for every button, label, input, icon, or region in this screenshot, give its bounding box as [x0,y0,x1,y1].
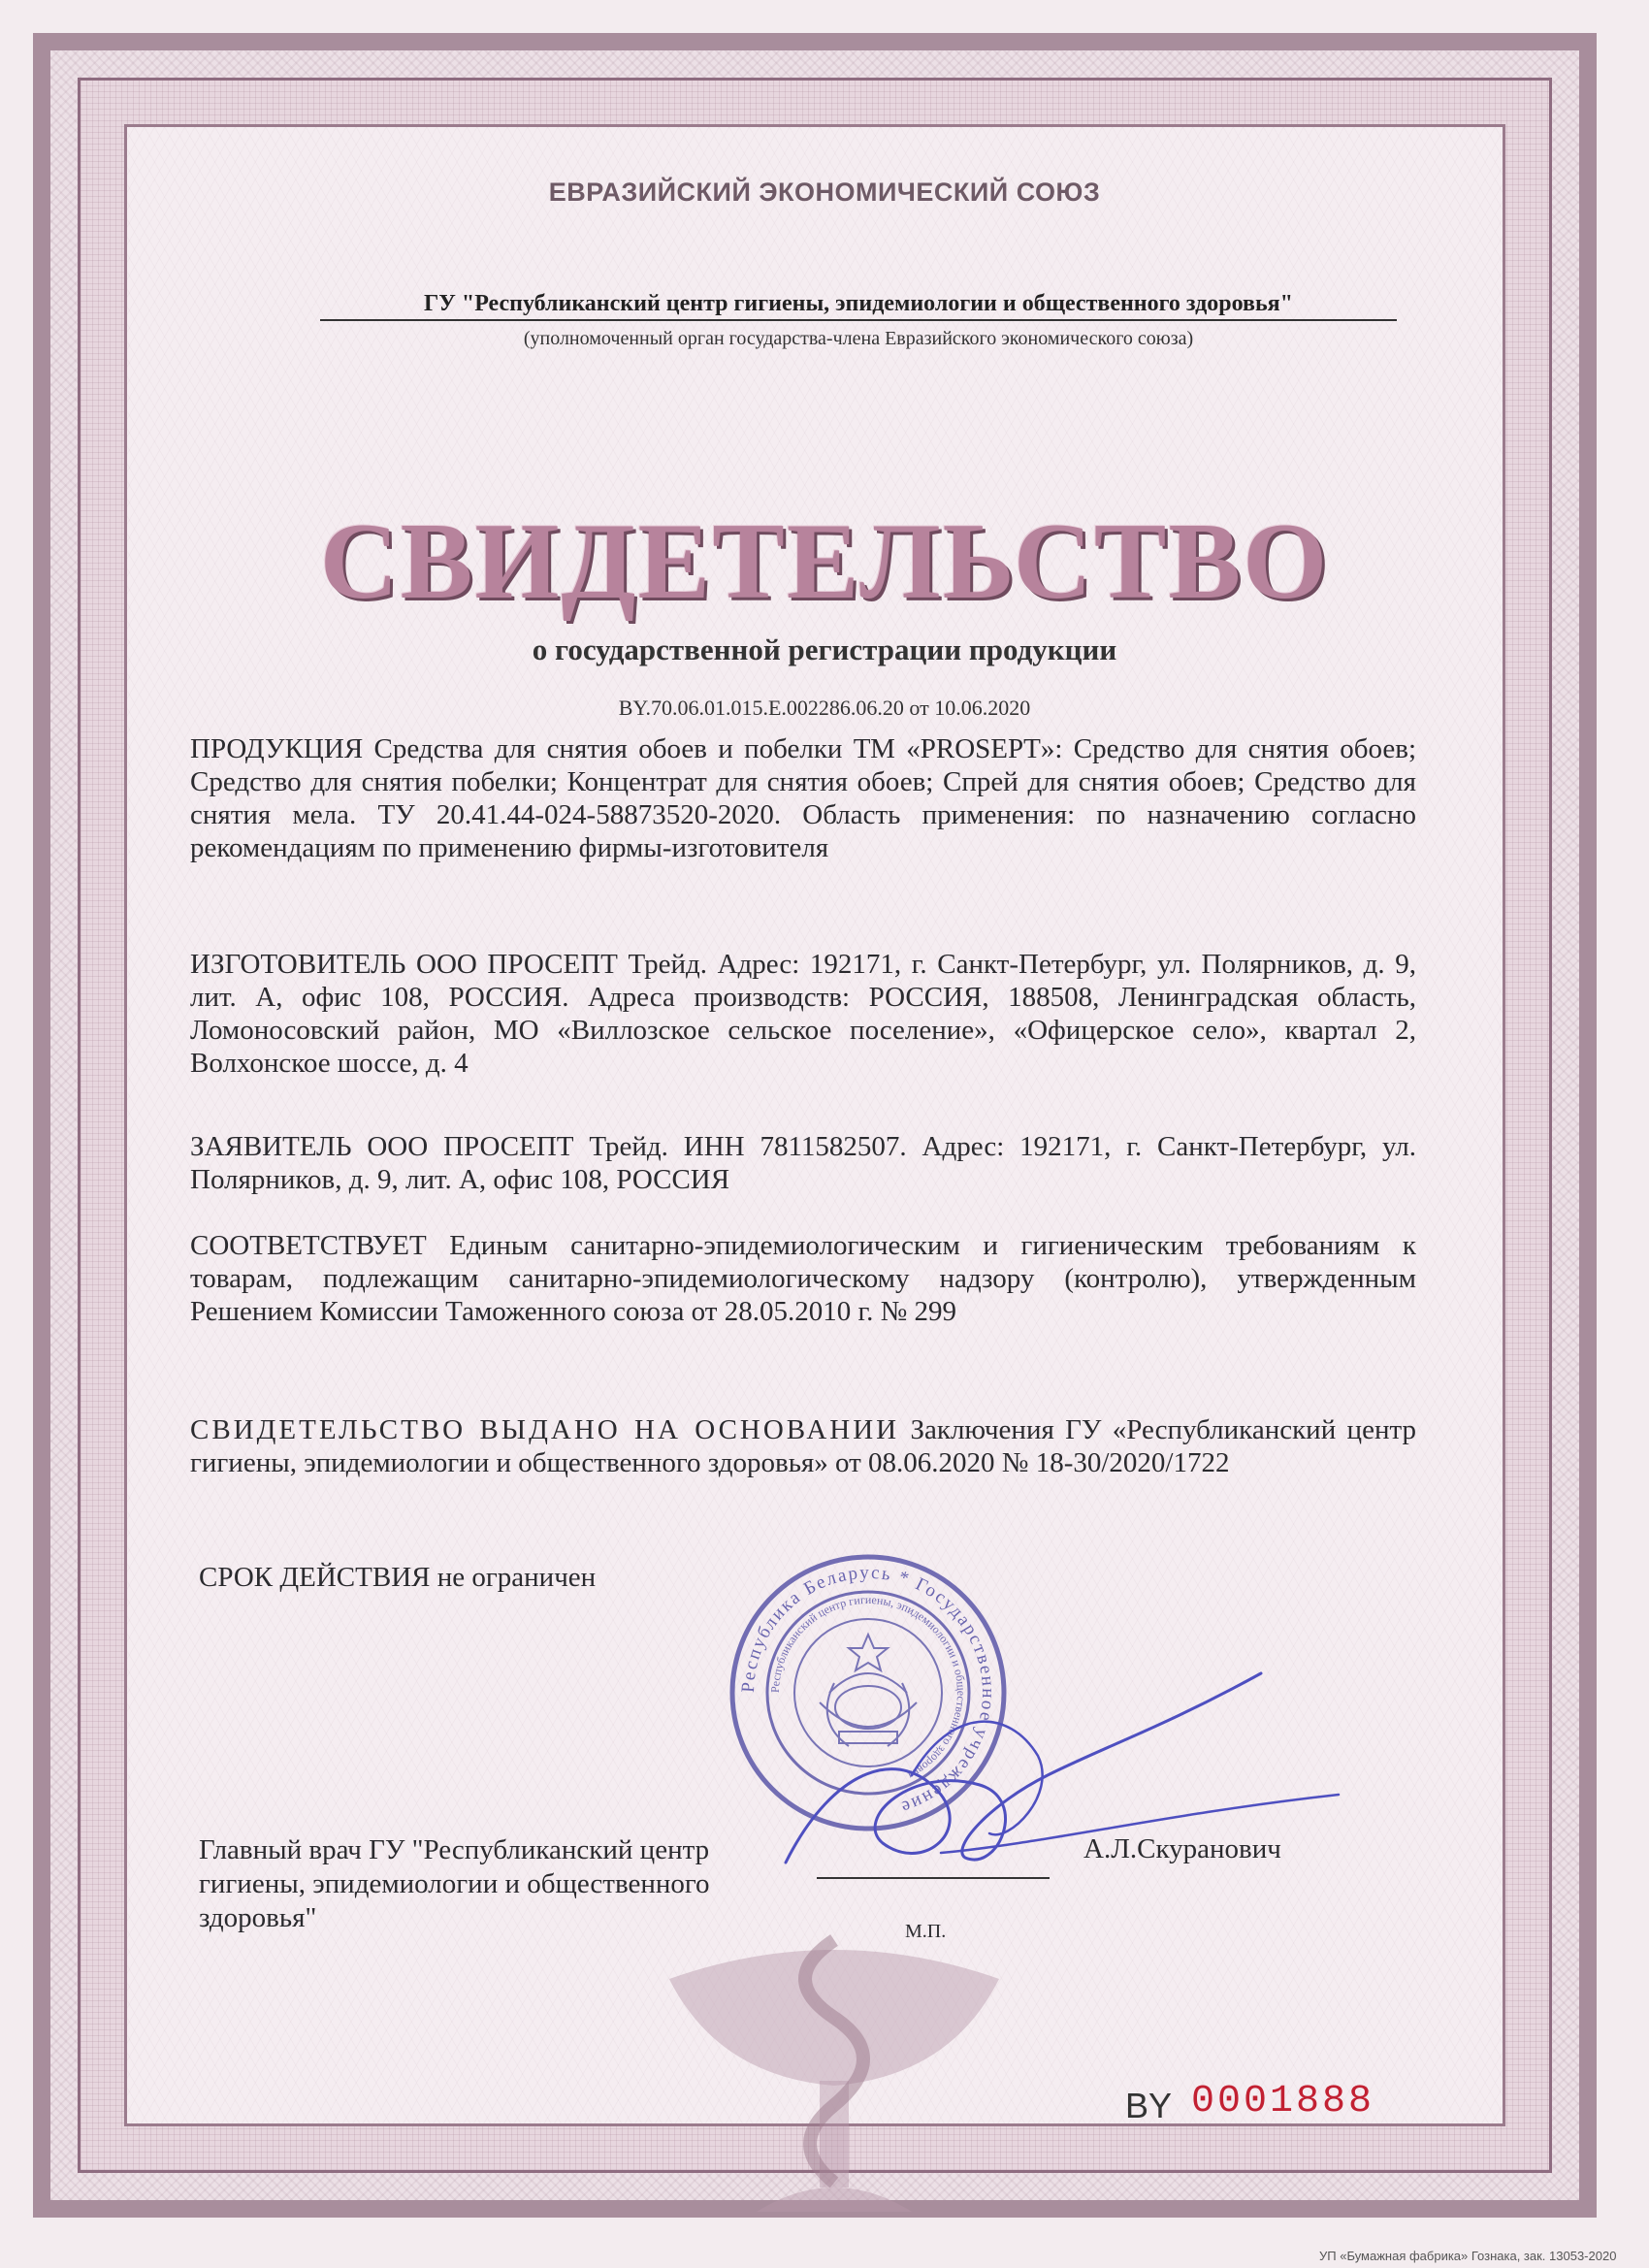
bowl-of-hygieia-watermark [630,1921,1038,2241]
issuing-organization: ГУ "Республиканский центр гигиены, эпидемиологии и общественного здоровья" [320,291,1397,321]
stamp-place-mark: М.П. [905,1921,947,1942]
basis-text: Заключения ГУ «Республиканский центр гигиены, эпидемиологии и общественного здоровья» от 08.06.2020 № 18-30/2020/1722 [190,1414,1416,1478]
form-serial-number: 0001888 [1191,2080,1375,2123]
signatory-name: А.Л.Скуранович [1083,1833,1281,1864]
validity-text: не ограничен [436,1562,597,1593]
form-series: BY [1125,2086,1173,2125]
signatory-position: Главный врач ГУ "Республиканский центр гигиены, эпидемиологии и общественного здоровья" [199,1834,710,1933]
applicant-section [190,1130,1416,1196]
manufacturer-label: ИЗГОТОВИТЕЛЬ [190,949,406,980]
manufacturer-text: ООО ПРОСЕПТ Трейд. Адрес: 192171, г. Санкт-Петербург, ул. Полярников, д. 9, лит. А, офис 108, РОССИЯ. Адреса производств: РОССИЯ, 188508, Ленинградская область, Ломоносовский район, МО «Виллозское сельское поселение», «Офицерское село», квартал 2, Волхонское шоссе, д. 4 [190,949,1416,1079]
compliance-label: СООТВЕТСТВУЕТ [190,1230,427,1261]
validity-label: СРОК ДЕЙСТВИЯ [199,1562,431,1593]
printer-imprint: УП «Бумажная фабрика» Гознака, зак. 13053-2020 [1319,2249,1617,2263]
product-text: Средства для снятия обоев и побелки ТМ «PROSEPT»: Средство для снятия обоев; Средство для снятия побелки; Концентрат для снятия обоев; Спрей для снятия обоев; Средство для снятия мела. ТУ 20.41.44-024-58873520-2020. Область применения: по назначению согласно рекомендациям по применению фирмы-изготовителя [190,733,1417,863]
organization-note: (уполномоченный орган государства-члена Евразийского экономического союза) [523,328,1194,349]
handwritten-signature [757,1649,1377,1901]
product-section [190,732,1416,864]
basis-section [190,1413,1416,1479]
product-label: ПРОДУКЦИЯ [190,733,364,764]
union-title: ЕВРАЗИЙСКИЙ ЭКОНОМИЧЕСКИЙ СОЮЗ [548,178,1101,207]
certificate-subtitle: о государственной регистрации продукции [532,632,1117,666]
manufacturer-section [190,948,1416,1080]
seal-inner-text: Республиканский центр гигиены, эпидемиологии и общественного здоровья [767,1592,969,1783]
compliance-section [190,1229,1416,1328]
signature-line [817,1877,1050,1879]
seal-outer-text: Республика Беларусь * Государственное учреждение [737,1562,999,1819]
applicant-label: ЗАЯВИТЕЛЬ [190,1131,352,1162]
basis-label: СВИДЕТЕЛЬСТВО ВЫДАНО НА ОСНОВАНИИ [190,1414,900,1445]
compliance-text: Единым санитарно-эпидемиологическим и гигиеническим требованиям к товарам, подлежащим санитарно-эпидемиологическому надзору (контролю), утвержденным Решением Комиссии Таможенного союза от 28.05.2010 г. № 299 [190,1230,1416,1327]
applicant-text: ООО ПРОСЕПТ Трейд. ИНН 7811582507. Адрес: 192171, г. Санкт-Петербург, ул. Полярников, д. 9, лит. А, офис 108, РОССИЯ [190,1131,1416,1195]
validity-section [199,1562,596,1594]
certificate-title: СВИДЕТЕЛЬСТВО [319,502,1330,622]
registration-number: BY.70.06.01.015.E.002286.06.20 от 10.06.2020 [618,696,1031,720]
